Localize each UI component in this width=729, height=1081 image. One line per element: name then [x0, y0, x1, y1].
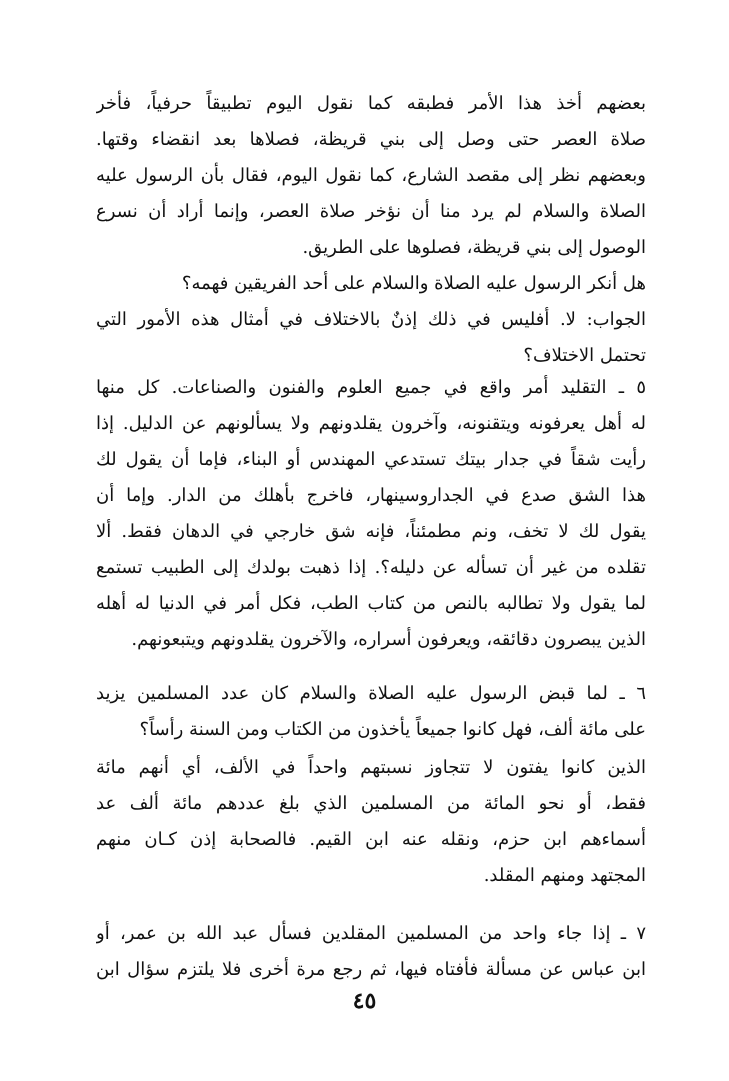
text-line: يقول لك لا تخف، ونم مطمئناً، فإنه شق خارجي في الدهان فقط. ألا [96, 521, 646, 542]
text-line: تقلده من غير أن تسأله عن دليله؟. إذا ذهبت بولدك إلى الطبيب تستمع [96, 557, 646, 578]
text-line: صلاة العصر حتى وصل إلى بني قريظة، فصلاها بعد انقضاء وقتها. [96, 129, 646, 150]
text-line: ٦ ـ لما قبض الرسول عليه الصلاة والسلام كان عدد المسلمين يزيد [96, 683, 646, 704]
paragraph-6 [96, 916, 646, 988]
text-line: ابن عباس عن مسألة فأفتاه فيها، ثم رجع مرة أخرى فلا يلتزم سؤال ابن [96, 959, 646, 980]
text-line: الصلاة والسلام لم يرد منا أن نؤخر صلاة العصر، وإنما أراد أن نسرع [96, 201, 646, 222]
text-line: هل أنكر الرسول عليه الصلاة والسلام على أحد الفريقين فهمه؟ [181, 273, 646, 294]
text-line: الجواب: لا. أفليس في ذلك إذنٌ بالاختلاف في أمثال هذه الأمور التي [96, 309, 646, 330]
text-line: له أهل يعرفونه ويتقنونه، وآخرون يقلدونهم ولا يسألونهم عن الدليل. إذا [96, 413, 646, 434]
text-line: أسماءهم ابن حزم، ونقله عنه ابن القيم. فالصحابة إذن كـان منهم [96, 829, 646, 850]
page-number: ٤٥ [352, 988, 377, 1014]
text-line: لما يقول ولا تطالبه بالنص من كتاب الطب، فكل أمر في الدنيا له أهله [96, 593, 646, 614]
text-line: بعضهم أخذ هذا الأمر فطبقه كما نقول اليوم تطبيقاً حرفياً، فأخر [96, 93, 646, 114]
text-line: رأيت شقاً في جدار بيتك تستدعي المهندس أو البناء، فإما أن يقول لك [96, 449, 646, 470]
paragraph-4 [96, 676, 646, 748]
text-line: الذين يبصرون دقائقه، ويعرفون أسراره، والآخرون يقلدونهم ويتبعونهم. [131, 629, 646, 650]
text-line: ٥ ـ التقليد أمر واقع في جميع العلوم والفنون والصناعات. كل منها [96, 377, 646, 398]
paragraph-1 [96, 86, 646, 266]
text-line: الوصول إلى بني قريظة، فصلوها على الطريق. [302, 237, 646, 258]
paragraph-2 [96, 266, 646, 374]
text-line: على مائة ألف، فهل كانوا جميعاً يأخذون من الكتاب ومن السنة رأساً؟ [139, 719, 646, 740]
paragraph-5 [96, 750, 646, 894]
text-line: تحتمل الاختلاف؟ [523, 345, 646, 366]
text-line: هذا الشق صدع في الجداروسينهار، فاخرج بأهلك من الدار. وإما أن [96, 485, 646, 506]
paragraph-3 [96, 370, 646, 658]
text-line: وبعضهم نظر إلى مقصد الشارع، كما نقول اليوم، فقال بأن الرسول عليه [96, 165, 646, 186]
text-line: الذين كانوا يفتون لا تتجاوز نسبتهم واحداً في الألف، أي أنهم مائة [96, 757, 646, 778]
text-line: ٧ ـ إذا جاء واحد من المسلمين المقلدين فسأل عبد الله بن عمر، أو [96, 923, 646, 944]
text-line: المجتهد ومنهم المقلد. [483, 865, 646, 886]
text-line: فقط، أو نحو المائة من المسلمين الذي بلغ عددهم مائة ألف عد [96, 793, 646, 814]
